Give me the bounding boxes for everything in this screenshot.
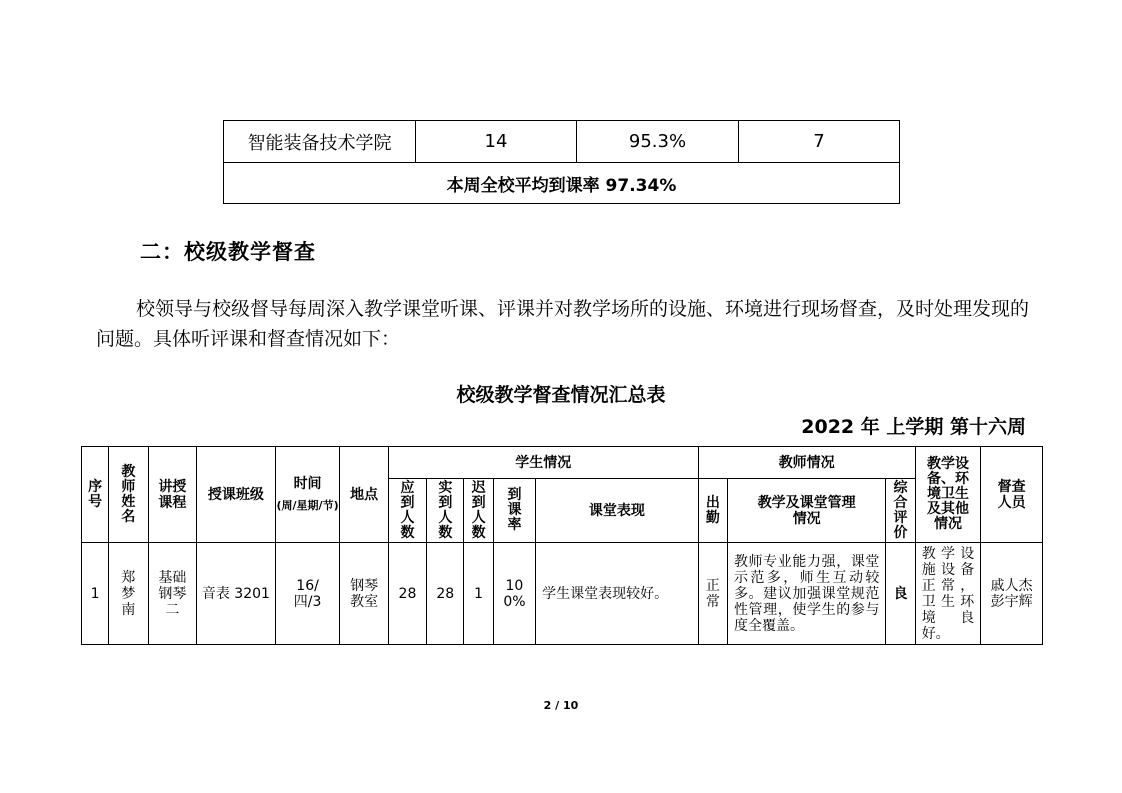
- cell-course: 基础钢琴二: [148, 543, 196, 645]
- header-performance: 课堂表现: [536, 479, 699, 543]
- table-title: 校级教学督查情况汇总表: [456, 384, 666, 406]
- header-expected: 应到人数: [388, 479, 426, 543]
- cell-time: 16/四/3: [275, 543, 340, 645]
- header-late: 迟到人数: [464, 479, 493, 543]
- table-header-row: [82, 447, 1043, 479]
- section-heading: 二：校级教学督查: [140, 240, 316, 264]
- header-time: [275, 447, 340, 543]
- table-row: [224, 121, 900, 163]
- table-row: [82, 543, 1043, 645]
- header-class: 授课班级: [197, 447, 276, 543]
- intro-paragraph: 校领导与校级督导每周深入教学课堂听课、评课并对教学场所的设施、环境进行现场督查，及时处理发现的问题。具体听评课和督查情况如下：: [96, 298, 1030, 350]
- header-rate: 到课率: [493, 479, 535, 543]
- header-facility: 教学设备、环境卫生及其他情况: [915, 447, 981, 543]
- header-course: 讲授课程: [148, 447, 196, 543]
- header-overall: 综合评价: [886, 479, 915, 543]
- average-rate-cell: 本周全校平均到课率 97.34%: [224, 163, 900, 204]
- header-teacher-group: 教师情况: [698, 447, 915, 479]
- header-attendance: 出勤: [698, 479, 727, 543]
- cell-rate: 100%: [493, 543, 535, 645]
- cell-class: 音表 3201: [197, 543, 276, 645]
- header-location: 地点: [340, 447, 388, 543]
- cell-attendance: 正常: [698, 543, 727, 645]
- cell-expected: 28: [388, 543, 426, 645]
- header-inspectors: 督查人员: [981, 447, 1043, 543]
- cell-actual: 28: [427, 543, 464, 645]
- table-subtitle: 2022 年 上学期 第十六周: [801, 416, 1026, 438]
- cell-performance: 学生课堂表现较好。: [536, 543, 699, 645]
- college-cell: 智能装备技术学院: [224, 121, 416, 163]
- cell-facility: 教学设施设备正常，卫生环境良好。: [915, 543, 981, 645]
- header-seq: 序号: [82, 447, 109, 543]
- cell-management: 教师专业能力强，课堂示范多，师生互动较多。建议加强课堂规范性管理，使学生的参与度全覆盖。: [727, 543, 885, 645]
- inspection-summary-table: [81, 446, 1043, 645]
- header-time-label: 时间: [293, 475, 322, 492]
- header-teacher: 教师姓名: [109, 447, 148, 543]
- cell-late: 1: [464, 543, 493, 645]
- header-time-sub: (周/星期/节): [276, 498, 339, 512]
- header-student-group: 学生情况: [388, 447, 698, 479]
- table-row: [224, 163, 900, 204]
- cell-seq: 1: [82, 543, 109, 645]
- cell-location: 钢琴教室: [340, 543, 388, 645]
- rate-cell: 95.3%: [577, 121, 739, 163]
- attendance-summary-table: [223, 120, 900, 204]
- extra-cell: 7: [739, 121, 900, 163]
- count-cell: 14: [416, 121, 577, 163]
- cell-teacher: 郑梦南: [109, 543, 148, 645]
- header-actual: 实到人数: [427, 479, 464, 543]
- cell-inspectors: 戚人杰彭宇辉: [981, 543, 1043, 645]
- page-number: 2 / 10: [543, 699, 579, 712]
- cell-overall: 良: [886, 543, 915, 645]
- header-management: 教学及课堂管理情况: [727, 479, 885, 543]
